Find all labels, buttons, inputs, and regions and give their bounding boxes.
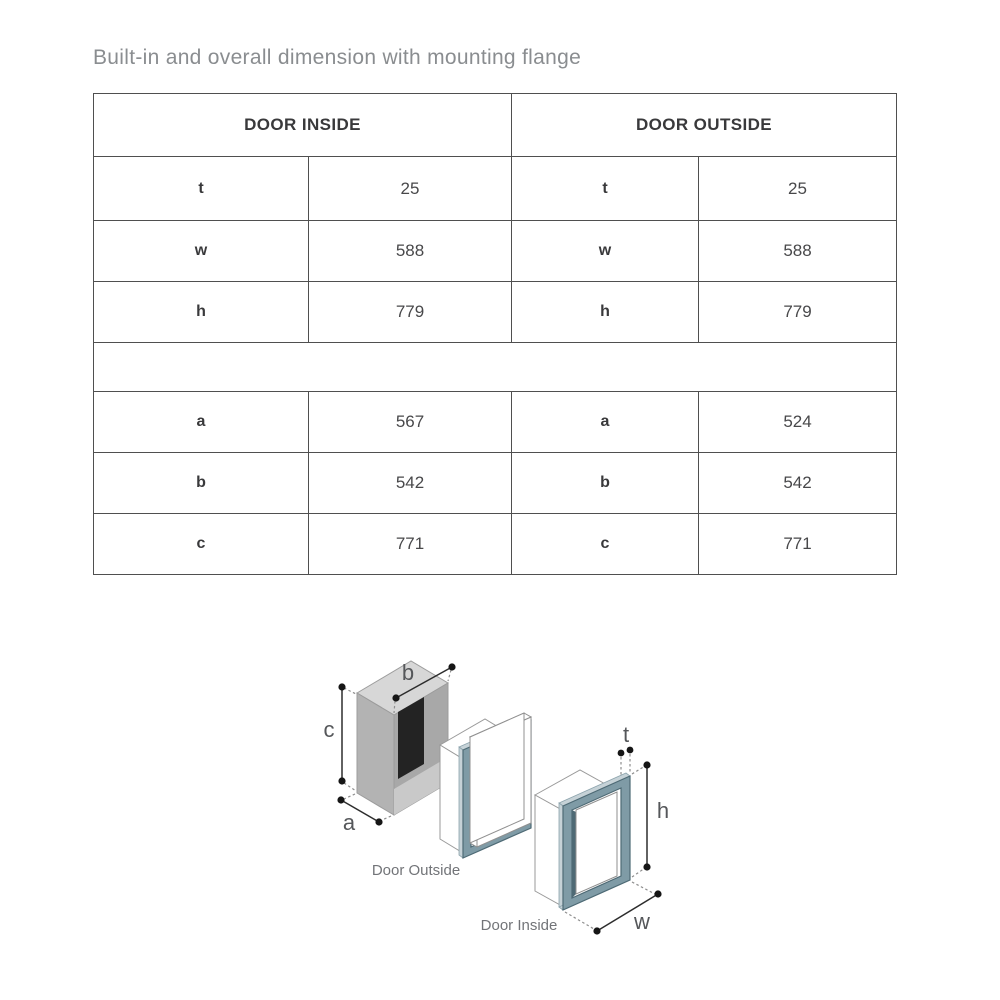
table-row — [94, 392, 897, 453]
row-value: 779 — [699, 282, 897, 343]
row-label: t — [94, 157, 309, 221]
row-label: b — [512, 453, 699, 514]
row-value: 524 — [699, 392, 897, 453]
row-value: 771 — [309, 514, 512, 575]
table-header-row — [94, 94, 897, 157]
row-label: w — [512, 221, 699, 282]
caption-door-inside: Door Inside — [480, 917, 558, 934]
row-label: h — [94, 282, 309, 343]
row-label: b — [94, 453, 309, 514]
cabinet-left-face — [357, 693, 394, 815]
dim-label-w: w — [634, 909, 650, 934]
row-label: c — [512, 514, 699, 575]
page-title: Built-in and overall dimension with mounting flange — [93, 46, 582, 69]
dim-label-t: t — [622, 722, 630, 747]
isometric-dimension-diagram — [310, 645, 690, 945]
row-value: 779 — [309, 282, 512, 343]
dim-label-c: c — [323, 717, 335, 742]
row-label: h — [512, 282, 699, 343]
recessed-door-face — [576, 792, 617, 894]
dim-label-b: b — [401, 660, 415, 685]
dim-label-a: a — [342, 810, 356, 835]
door-inside-unit — [535, 770, 630, 910]
spacer-cell — [94, 343, 897, 392]
table-row — [94, 282, 897, 343]
caption-door-outside: Door Outside — [371, 862, 461, 879]
row-label: c — [94, 514, 309, 575]
dim-label-h: h — [656, 798, 670, 823]
table-row — [94, 453, 897, 514]
row-label: t — [512, 157, 699, 221]
table-row — [94, 157, 897, 221]
row-value: 25 — [309, 157, 512, 221]
row-value: 542 — [699, 453, 897, 514]
dimension-table — [93, 93, 897, 575]
row-label: a — [512, 392, 699, 453]
door-outside-unit — [440, 713, 531, 858]
row-value: 771 — [699, 514, 897, 575]
row-value: 588 — [309, 221, 512, 282]
opening-shadow — [572, 810, 576, 898]
row-label: w — [94, 221, 309, 282]
unit-left-face — [535, 795, 562, 906]
table-row — [94, 221, 897, 282]
table-row — [94, 514, 897, 575]
row-label: a — [94, 392, 309, 453]
header-door-outside: DOOR OUTSIDE — [512, 94, 897, 157]
table-spacer-row — [94, 343, 897, 392]
row-value: 542 — [309, 453, 512, 514]
row-value: 588 — [699, 221, 897, 282]
row-value: 25 — [699, 157, 897, 221]
header-door-inside: DOOR INSIDE — [94, 94, 512, 157]
row-value: 567 — [309, 392, 512, 453]
